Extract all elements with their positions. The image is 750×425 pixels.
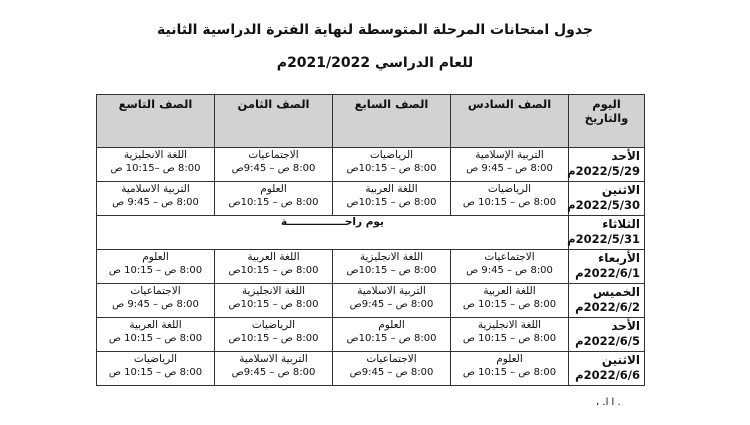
exam-time: 8:00 ص – 10:15ص: [346, 163, 437, 174]
exam-cell: [333, 182, 451, 216]
exam-cell: [97, 182, 215, 216]
exam-time: 8:00 ص – 9:45ص: [231, 367, 316, 378]
exam-cell: [97, 352, 215, 386]
exam-subject: اللغة الانجليزية: [477, 319, 542, 331]
document-subtitle: للعام الدراسي 2021/2022م: [276, 55, 474, 71]
exam-cell: [215, 284, 333, 318]
exam-time: 8:00 ص – 10:15ص: [346, 265, 437, 276]
header-row: [97, 95, 645, 148]
exam-subject: الرياضيات: [251, 319, 296, 331]
exam-time: 8:00 ص – 9:45ص: [349, 367, 434, 378]
exam-time: 8:00 ص – 10:15ص: [228, 197, 319, 208]
exam-subject: التربية الاسلامية: [239, 353, 308, 365]
exam-time: 8:00 ص – 10:15 ص: [462, 197, 557, 208]
exam-date: 2022/6/1م: [575, 266, 640, 280]
exam-time: 8:00 ص – 9:45 ص: [112, 197, 199, 208]
exam-time: 8:00 ص – 10:15 ص: [108, 333, 203, 344]
exam-cell: [451, 284, 569, 318]
table-row: [97, 352, 645, 386]
exam-time: 8:00 ص – 10:15ص: [346, 333, 437, 344]
day-date-cell: [569, 250, 645, 284]
exam-time: 8:00 ص –10:15 ص: [110, 163, 201, 174]
rest-day-cell: يوم راحــــــــــــــــة: [97, 216, 569, 250]
header-day-date: اليوم والتاريخ: [569, 95, 645, 148]
day-date-cell: [569, 318, 645, 352]
day-date-cell: [569, 352, 645, 386]
table-row: [97, 148, 645, 182]
table-row: [97, 182, 645, 216]
header-grade-9: الصف التاسع: [97, 95, 215, 148]
exam-time: 8:00 ص – 9:45 ص: [466, 163, 553, 174]
day-date-cell: [569, 284, 645, 318]
exam-cell: [451, 148, 569, 182]
footnote-marks: ، .ا ا .: [596, 397, 621, 408]
exam-subject: اللغة العربية: [129, 319, 182, 331]
document-title: جدول امتحانات المرحلة المتوسطة لنهاية الفترة الدراسية الثانية: [156, 22, 594, 38]
exam-subject: العلوم: [496, 353, 523, 365]
exam-time: 8:00 ص – 10:15 ص: [462, 367, 557, 378]
exam-cell: [451, 318, 569, 352]
exam-subject: اللغة الانجليزية: [241, 285, 306, 297]
exam-subject: اللغة الانجليزية: [359, 251, 424, 263]
exam-date: 2022/6/5م: [575, 334, 640, 348]
day-date-cell: [569, 182, 645, 216]
header-grade-8: الصف الثامن: [215, 95, 333, 148]
exam-subject: اللغة الانجليزية: [123, 149, 188, 161]
exam-subject: الرياضيات: [133, 353, 178, 365]
exam-time: 8:00 ص – 10:15 ص: [108, 265, 203, 276]
exam-subject: اللغة العربية: [365, 183, 418, 195]
day-name: الأحد: [611, 319, 640, 333]
exam-cell: [333, 250, 451, 284]
header-grade-7: الصف السابع: [333, 95, 451, 148]
exam-time: 8:00 ص – 9:45ص: [349, 299, 434, 310]
exam-cell: [451, 352, 569, 386]
exam-cell: [97, 250, 215, 284]
exam-subject: التربية الاسلامية: [121, 183, 190, 195]
exam-subject: العلوم: [378, 319, 405, 331]
day-name: الخميس: [592, 285, 640, 299]
exam-subject: الاجتماعيات: [130, 285, 181, 297]
exam-cell: [333, 318, 451, 352]
exam-subject: الاجتماعيات: [484, 251, 535, 263]
exam-time: 8:00 ص – 9:45 ص: [112, 299, 199, 310]
day-name: الاثنين: [601, 183, 640, 197]
exam-cell: [97, 284, 215, 318]
exam-date: 2022/6/6م: [575, 368, 640, 382]
exam-subject: الاجتماعيات: [366, 353, 417, 365]
exam-time: 8:00 ص – 10:15ص: [228, 333, 319, 344]
exam-date: 2022/6/2م: [575, 300, 640, 314]
day-name: الأحد: [611, 149, 640, 163]
exam-schedule-table: [96, 94, 645, 386]
exam-subject: العلوم: [142, 251, 169, 263]
exam-cell: [215, 148, 333, 182]
exam-cell: [333, 148, 451, 182]
exam-subject: اللغة العربية: [247, 251, 300, 263]
exam-subject: الاجتماعيات: [248, 149, 299, 161]
table-row: [97, 318, 645, 352]
exam-subject: الرياضيات: [369, 149, 414, 161]
table-row: [97, 284, 645, 318]
exam-cell: [215, 250, 333, 284]
exam-time: 8:00 ص – 10:15 ص: [462, 333, 557, 344]
exam-cell: [333, 284, 451, 318]
exam-subject: العلوم: [260, 183, 287, 195]
exam-cell: [215, 352, 333, 386]
exam-cell: [215, 318, 333, 352]
day-name: الثلاثاء: [602, 217, 640, 231]
exam-time: 8:00 ص – 10:15 ص: [462, 299, 557, 310]
header-grade-6: الصف السادس: [451, 95, 569, 148]
exam-time: 8:00 ص – 10:15 ص: [108, 367, 203, 378]
table-row: [97, 250, 645, 284]
exam-time: 8:00 ص – 9:45 ص: [466, 265, 553, 276]
exam-time: 8:00 ص – 9:45ص: [231, 163, 316, 174]
exam-time: 8:00 ص – 10:15ص: [228, 265, 319, 276]
exam-cell: [97, 318, 215, 352]
exam-cell: [451, 182, 569, 216]
exam-time: 8:00 ص – 10:15ص: [346, 197, 437, 208]
day-name: الاثنين: [601, 353, 640, 367]
exam-date: 2022/5/29م: [567, 164, 640, 178]
exam-subject: الرياضيات: [487, 183, 532, 195]
exam-date: 2022/5/30م: [567, 198, 640, 212]
exam-cell: [451, 250, 569, 284]
exam-subject: التربية الاسلامية: [357, 285, 426, 297]
exam-subject: التربية الإسلامية: [475, 149, 544, 161]
day-date-cell: [569, 148, 645, 182]
exam-time: 8:00 ص – 10:15ص: [228, 299, 319, 310]
day-name: الأربعاء: [598, 251, 640, 265]
table-row-rest-day: [97, 216, 645, 250]
exam-cell: [215, 182, 333, 216]
exam-subject: اللغة العربية: [483, 285, 536, 297]
exam-date: 2022/5/31م: [567, 232, 640, 246]
exam-cell: [97, 148, 215, 182]
exam-cell: [333, 352, 451, 386]
day-date-cell: [569, 216, 645, 250]
